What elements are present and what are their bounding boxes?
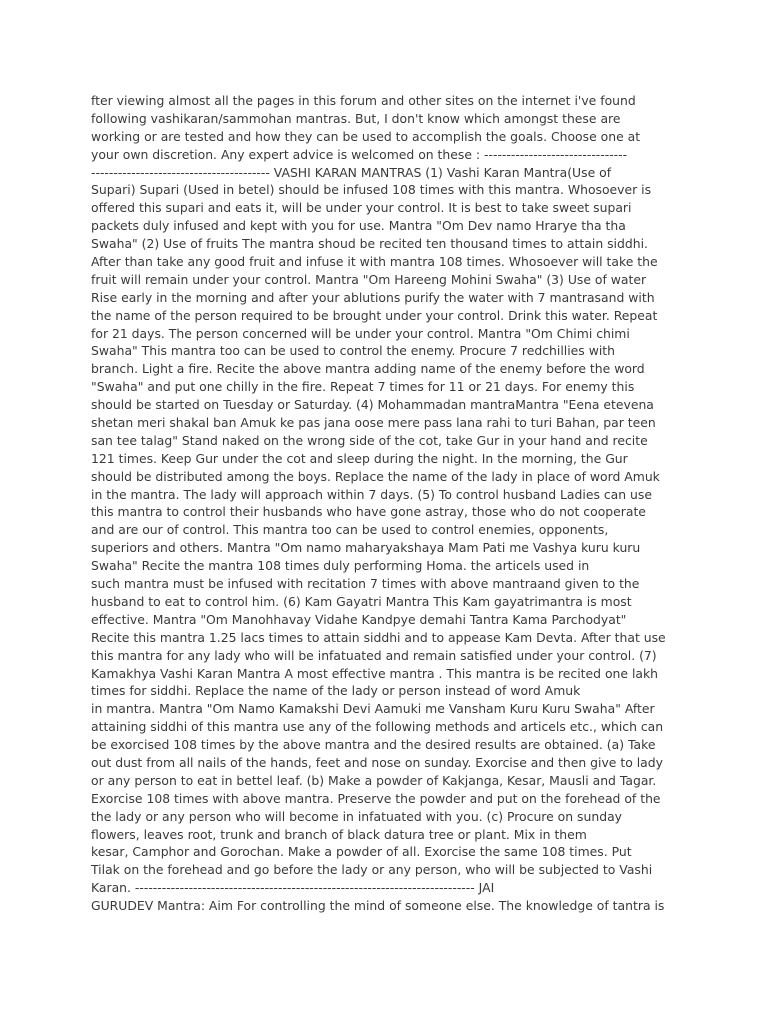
text-line: san tee talag" Stand naked on the wrong side of the cot, take Gur in your hand and recite (91, 432, 648, 448)
text-line: for 21 days. The person concerned will be under your control. Mantra "Om Chimi chimi (91, 325, 630, 341)
text-line: should be distributed among the boys. Replace the name of the lady in place of word Amuk (91, 468, 660, 484)
text-line: Swaha" Recite the mantra 108 times duly performing Homa. the articels used in (91, 558, 590, 574)
text-line: Tilak on the forehead and go before the lady or any person, who will be subjected to Vashi (91, 862, 653, 878)
text-line: this mantra to control their husbands who have gone astray, those who do not cooperate (91, 504, 646, 520)
text-line: this mantra for any lady who will be infatuated and remain satisfied under your control. (7) (91, 647, 657, 663)
text-line: After than take any good fruit and infuse it with mantra 108 times. Whosoever will take the (91, 254, 658, 270)
text-line: GURUDEV Mantra: Aim For controlling the mind of someone else. The knowledge of tantra is (91, 898, 665, 914)
text-line: superiors and others. Mantra "Om namo maharyakshaya Mam Pati me Vashya kuru kuru (91, 540, 641, 556)
text-line: effective. Mantra "Om Manohhavay Vidahe Kandpye demahi Tantra Kama Parchodyat" (91, 611, 627, 627)
text-line: Exorcise 108 times with above mantra. Preserve the powder and put on the forehead of the (91, 790, 661, 806)
text-line: attaining siddhi of this mantra use any of the following methods and articels etc., which can (91, 719, 664, 735)
text-line: out dust from all nails of the hands, feet and nose on sunday. Exorcise and then give to lady (91, 754, 663, 770)
text-line: shetan meri shakal ban Amuk ke pas jana oose mere pass lana rahi to turi Bahan, par teen (91, 415, 656, 431)
text-line: times for siddhi. Replace the name of the lady or person instead of word Amuk (91, 683, 581, 699)
text-line: "Swaha" and put one chilly in the fire. Repeat 7 times for 11 or 21 days. For enemy this (91, 379, 635, 395)
body-text (91, 92, 691, 915)
text-line: Recite this mantra 1.25 lacs times to attain siddhi and to appease Kam Devta. After that use (91, 629, 666, 645)
text-line: working or are tested and how they can be used to accomplish the goals. Choose one at (91, 128, 641, 144)
text-line: or any person to eat in bettel leaf. (b) Make a powder of Kakjanga, Kesar, Mausli and Tagar. (91, 772, 657, 788)
text-line: in the mantra. The lady will approach within 7 days. (5) To control husband Ladies can use (91, 486, 652, 502)
text-line: flowers, leaves root, trunk and branch of black datura tree or plant. Mix in them (91, 826, 587, 842)
text-line: branch. Light a fire. Recite the above mantra adding name of the enemy before the word (91, 361, 645, 377)
text-line: husband to eat to control him. (6) Kam Gayatri Mantra This Kam gayatrimantra is most (91, 593, 632, 609)
text-line: Swaha" This mantra too can be used to control the enemy. Procure 7 redchillies with (91, 343, 615, 359)
text-line: should be started on Tuesday or Saturday. (4) Mohammadan mantraMantra "Eena etevena (91, 397, 654, 413)
text-line: Kamakhya Vashi Karan Mantra A most effective mantra . This mantra is be recited one lakh (91, 665, 659, 681)
text-line: and are our of control. This mantra too can be used to control enemies, opponents, (91, 522, 609, 538)
text-line: your own discretion. Any expert advice is welcomed on these : -------------------------------- (91, 146, 628, 162)
text-line: be exorcised 108 times by the above mantra and the desired results are obtained. (a) Take (91, 737, 656, 753)
text-line: offered this supari and eats it, will be under your control. It is best to take sweet supari (91, 200, 632, 216)
text-line: fter viewing almost all the pages in this forum and other sites on the internet i've found (91, 93, 636, 108)
text-line: ---------------------------------------- VASHI KARAN MANTRAS (1) Vashi Karan Mantra(Use of (91, 164, 612, 180)
text-line: Rise early in the morning and after your ablutions purify the water with 7 mantrasand with (91, 289, 655, 305)
text-line: packets duly infused and kept with you for use. Mantra "Om Dev namo Hrarye tha tha (91, 218, 626, 234)
text-line: the lady or any person who will become in infatuated with you. (c) Procure on sunday (91, 808, 622, 824)
text-line: following vashikaran/sammohan mantras. But, I don't know which amongst these are (91, 110, 621, 126)
text-line: fruit will remain under your control. Mantra "Om Hareeng Mohini Swaha" (3) Use of water (91, 271, 647, 287)
text-line: Swaha" (2) Use of fruits The mantra shoud be recited ten thousand times to attain siddhi. (91, 236, 648, 252)
text-line: 121 times. Keep Gur under the cot and sleep during the night. In the morning, the Gur (91, 450, 628, 466)
text-line: such mantra must be infused with recitation 7 times with above mantraand given to the (91, 576, 640, 592)
text-line: the name of the person required to be brought under your control. Drink this water. Repeat (91, 307, 658, 323)
text-line: in mantra. Mantra "Om Namo Kamakshi Devi Aamuki me Vansham Kuru Kuru Swaha" After (91, 701, 655, 717)
text-line: Supari) Supari (Used in betel) should be infused 108 times with this mantra. Whosoever is (91, 182, 652, 198)
text-line: Karan. ---------------------------------------------------------------------------- JAI (91, 880, 495, 896)
text-line: kesar, Camphor and Gorochan. Make a powder of all. Exorcise the same 108 times. Put (91, 844, 632, 860)
